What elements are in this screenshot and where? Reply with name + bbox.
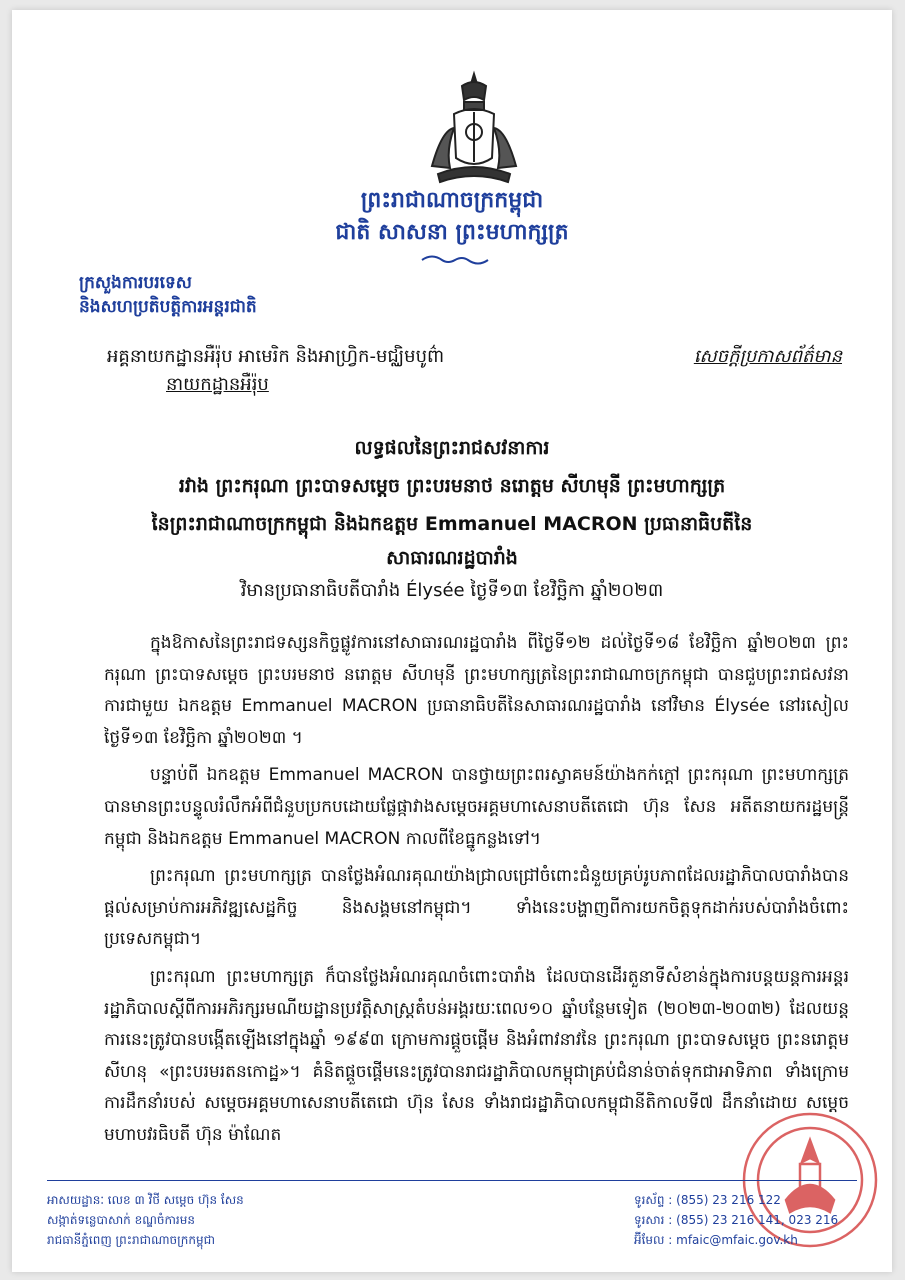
title-line-3: នៃព្រះរាជាណាចក្រកម្ពុជា និងឯកឧត្តម Emmanuel MACRON ប្រធានាធិបតីនៃ — [151, 513, 753, 535]
email-address: អ៊ីមែល : mfaic@mfaic.gov.kh — [634, 1233, 798, 1247]
fax-number: ទូរសារ : (855) 23 216 141, 023 216 — [634, 1213, 839, 1227]
ministry-name-line2: និងសហប្រតិបត្តិការអន្តរជាតិ — [79, 297, 257, 317]
title-location-date: វិមានប្រធានាធិបតីបារាំង Élysée ថ្ងៃទី១៣ ខែវិច្ឆិកា ឆ្នាំ២០២៣ — [240, 580, 664, 601]
phone-number: ទូរស័ព្ទ : (855) 23 216 122 — [634, 1193, 781, 1207]
paragraph-4: ព្រះករុណា ព្រះមហាក្សត្រ ក៏បានថ្លែងអំណរគុណចំពោះបារាំង ដែលបានដើរតួនាទីសំខាន់ក្នុងការបន្តយន្តការអន្តររដ្ឋាភិបាលស្តីពីការអភិរក្សរមណីយដ្ឋានប្រវត្តិសាស្ត្រតំបន់អង្គរយៈពេល១០ ឆ្នាំបន្ថែមទៀត (២០២៣-២០៣២) ដែលយន្តការនេះត្រូវបានបង្កើតឡើងនៅក្នុងឆ្នាំ ១៩៩៣ ក្រោមការផ្តួចផ្តើម និងអំពាវនាវនៃ ព្រះករុណា ព្រះបាទសម្តេច ព្រះនរោត្តម សីហនុ «ព្រះបរមរតនកោដ្ឋ»។ គំនិតផ្តួចផ្តើមនេះត្រូវបានរាជរដ្ឋាភិបាលកម្ពុជាគ្រប់ជំនាន់ចាត់ទុកជាអាទិភាព ទាំងក្រោមការដឹកនាំរបស់ សម្តេចអគ្គមហាសេនាបតីតេជោ ហ៊ុន សែន ទាំងរាជរដ្ឋាភិបាលកម្ពុជានីតិកាលទី៧ ដឹកនាំដោយ សម្តេចមហាបវរធិបតី ហ៊ុន ម៉ាណែត — [104, 966, 849, 1145]
ornament-divider-icon — [420, 253, 490, 267]
document-type: សេចក្តីប្រកាសព័ត៌មាន — [693, 346, 842, 367]
title-line-1: លទ្ធផលនៃព្រះរាជសវនាការ — [354, 437, 550, 459]
paragraph-1: ក្នុងឱកាសនៃព្រះរាជទស្សនកិច្ចផ្លូវការនៅសាធារណរដ្ឋបារាំង ពីថ្ងៃទី១២ ដល់ថ្ងៃទី១៨ ខែវិច្ឆិកា ឆ្នាំ២០២៣ ព្រះករុណា ព្រះបាទសម្តេច ព្រះបរមនាថ នរោត្តម សីហមុនី ព្រះមហាក្សត្រនៃព្រះរាជាណាចក្រកម្ពុជា បានជួបព្រះរាជសវនាការជាមួយ ឯកឧត្តម Emmanuel MACRON ប្រធានាធិបតីនៃសាធារណរដ្ឋបារាំង នៅវិមាន Élysée នៅរសៀលថ្ងៃទី១៣ ខែវិច្ឆិកា ឆ្នាំ២០២៣ ។ — [104, 633, 849, 748]
title-line-2: រវាង ព្រះករុណា ព្រះបាទសម្តេច ព្រះបរមនាថ នរោត្តម សីហមុនី ព្រះមហាក្សត្រ — [178, 475, 726, 497]
address-line-3: រាជធានីភ្នំពេញ ព្រះរាជាណាចក្រកម្ពុជា — [47, 1233, 215, 1247]
paragraph-3: ព្រះករុណា ព្រះមហាក្សត្រ បានថ្លែងអំណរគុណយ៉ាងជ្រាលជ្រៅចំពោះជំនួយគ្រប់រូបភាពដែលរដ្ឋាភិបាលបារាំងបានផ្តល់សម្រាប់ការអភិវឌ្ឍសេដ្ឋកិច្ច និងសង្គមនៅកម្ពុជា។ ទាំងនេះបង្ហាញពីការយកចិត្តទុកដាក់របស់បារាំងចំពោះប្រទេសកម្ពុជា។ — [104, 866, 849, 950]
royal-coat-of-arms-emblem — [424, 70, 524, 188]
footer-divider — [47, 1180, 857, 1181]
title-line-4: សាធារណរដ្ឋបារាំង — [386, 547, 518, 569]
document-body — [104, 628, 849, 1158]
footer-address — [47, 1190, 244, 1250]
national-motto: ជាតិ សាសនា ព្រះមហាក្សត្រ — [335, 220, 569, 245]
ministry-name-line1: ក្រសួងការបរទេស — [79, 273, 192, 293]
general-department: អគ្គនាយកដ្ឋានអឺរ៉ុប អាមេរិក និងអាហ្វ្រិក-មជ្ឈិមបូព៌ា — [107, 346, 445, 367]
document-page — [12, 10, 892, 1272]
address-line-2: សង្កាត់ទន្លេបាសាក់ ខណ្ឌចំការមន — [47, 1213, 195, 1227]
department: នាយកដ្ឋានអឺរ៉ុប — [166, 374, 269, 395]
footer-contact — [634, 1190, 838, 1250]
paragraph-2: បន្ទាប់ពី ឯកឧត្តម Emmanuel MACRON បានថ្វាយព្រះពរស្វាគមន៍យ៉ាងកក់ក្តៅ ព្រះករុណា ព្រះមហាក្សត្រ បានមានព្រះបន្ទូលរំលឹកអំពីជំនួបប្រកបដោយផ្លែផ្កាវាងសម្តេចអគ្គមហាសេនាបតីតេជោ ហ៊ុន សែន អតីតនាយករដ្ឋមន្ត្រីកម្ពុជា និងឯកឧត្តម Emmanuel MACRON កាលពីខែធ្នូកន្លងទៅ។ — [104, 765, 849, 849]
address-line-1: អាសយដ្ឋានៈ លេខ ៣ វិថី សម្តេច ហ៊ុន សែន — [47, 1193, 244, 1207]
kingdom-name: ព្រះរាជាណាចក្រកម្ពុជា — [360, 188, 544, 213]
